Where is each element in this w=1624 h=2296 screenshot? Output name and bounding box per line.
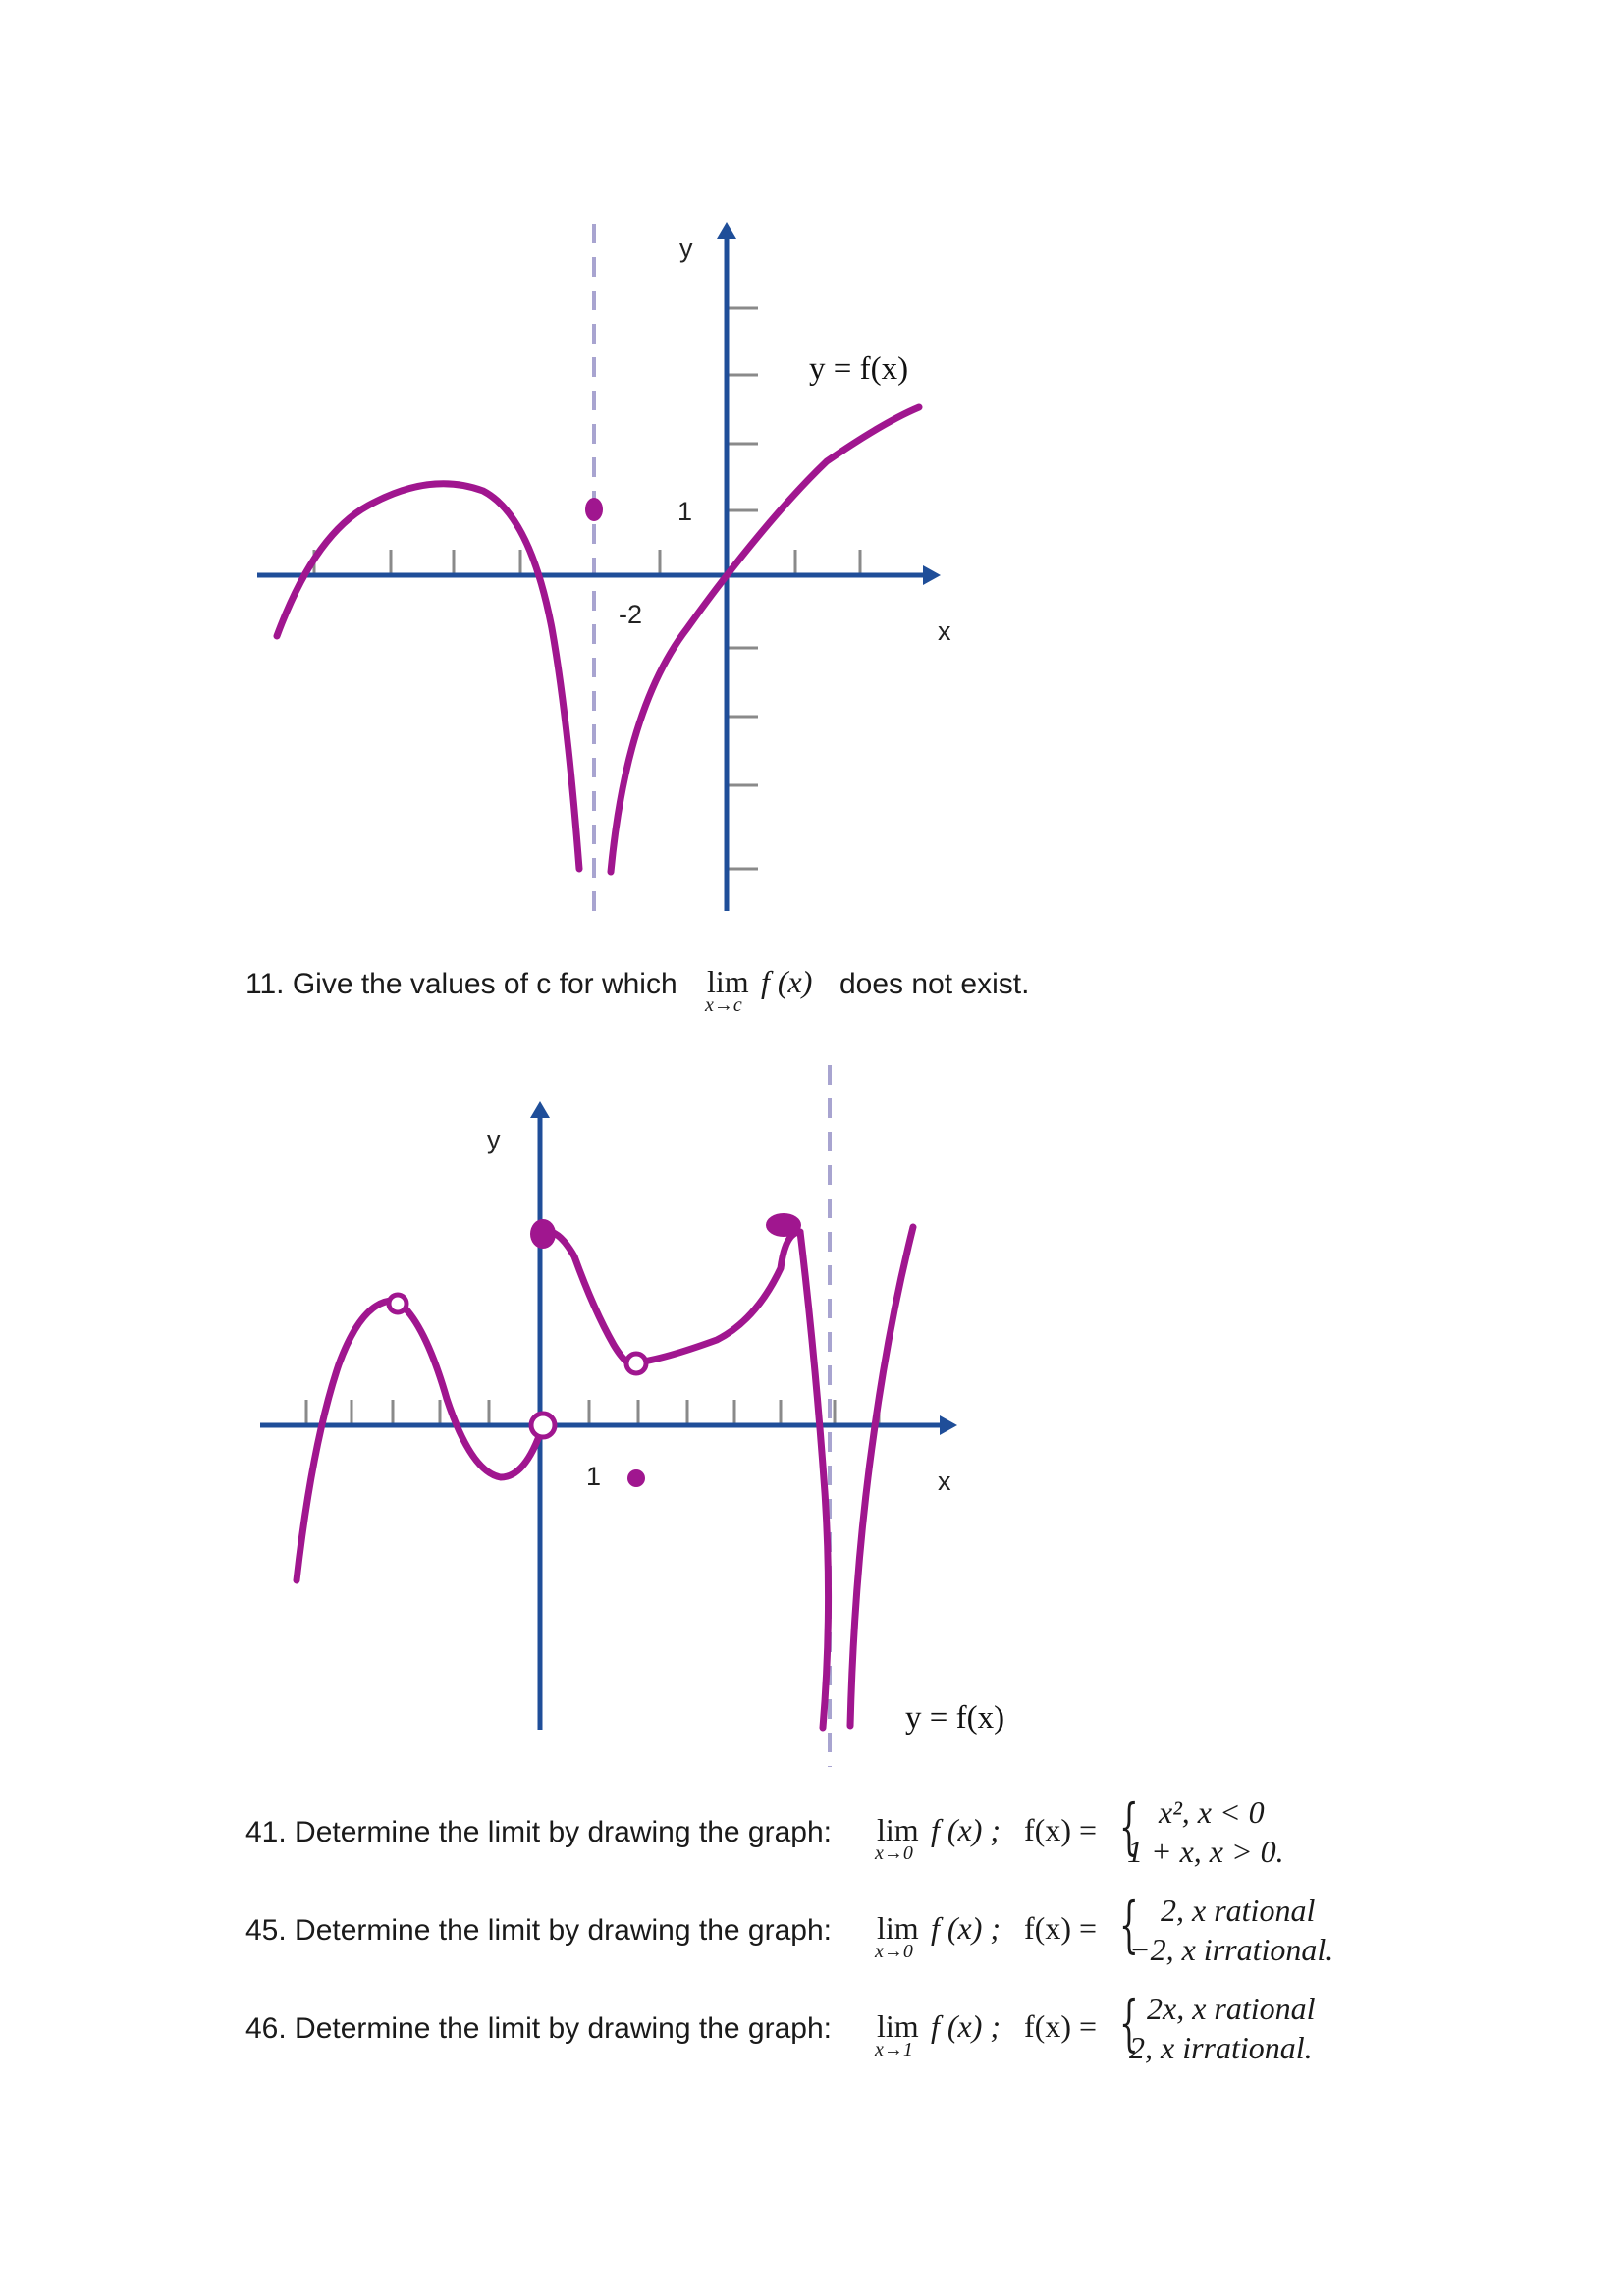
x-ticks (306, 1400, 879, 1425)
case-top: x², x < 0 (1159, 1794, 1265, 1830)
problem-11-tail: does not exist. (839, 968, 1030, 1000)
brace-icon: { (1119, 1987, 1139, 2058)
brace-icon: { (1119, 1889, 1139, 1960)
tick-label-1: 1 (586, 1462, 602, 1491)
problem-text: 46. Determine the limit by drawing the graph: (245, 2012, 832, 2045)
open-point (626, 1354, 646, 1373)
lim-function: f (x) ; (931, 1910, 1001, 1946)
lim-function: f (x) ; (931, 2008, 1001, 2044)
lim-subscript: x→1 (875, 2039, 913, 2060)
problem-text: 41. Determine the limit by drawing the graph: (245, 1816, 832, 1848)
brace-icon: { (1119, 1790, 1139, 1862)
y-axis-label: y (487, 1125, 501, 1154)
lim-word: lim (877, 2008, 919, 2044)
case-top: 2, x rational (1161, 1893, 1316, 1928)
y-axis-label: y (679, 234, 693, 263)
y-axis-arrow-icon (717, 222, 736, 239)
tick-label-1: 1 (677, 497, 693, 526)
curve-label: y = f(x) (905, 1700, 1005, 1735)
lim-subscript: x→0 (875, 1842, 913, 1864)
y-ticks (727, 308, 758, 869)
y-axis-arrow-icon (530, 1101, 550, 1118)
graph-1 (0, 0, 1624, 942)
lim-function: f (x) (761, 964, 813, 999)
filled-point (627, 1469, 645, 1487)
open-point (389, 1295, 406, 1312)
curve-label: y = f(x) (809, 351, 909, 387)
case-top: 2x, x rational (1147, 1991, 1316, 2026)
filled-point (766, 1213, 801, 1237)
function-definition: f(x) = (1024, 1910, 1098, 1946)
x-axis-arrow-icon (923, 565, 941, 585)
lim-word: lim (877, 1910, 919, 1946)
lim-function: f (x) ; (931, 1812, 1001, 1847)
lim-word: lim (877, 1812, 919, 1847)
problem-45 (245, 1889, 1522, 1995)
function-definition: f(x) = (1024, 2008, 1098, 2044)
case-bottom: −2, x irrational. (1129, 1932, 1334, 1967)
function-curve (277, 407, 919, 872)
x-axis-label: x (938, 616, 951, 646)
problem-41 (245, 1790, 1522, 1896)
lim-subscript: x→c (705, 994, 742, 1016)
function-definition: f(x) = (1024, 1812, 1098, 1847)
lim-subscript: x→0 (875, 1941, 913, 1962)
case-bottom: 1 + x, x > 0. (1127, 1834, 1284, 1869)
case-bottom: 2, x irrational. (1129, 2030, 1313, 2065)
x-ticks (314, 550, 860, 575)
x-axis-arrow-icon (940, 1415, 957, 1435)
problem-text: 45. Determine the limit by drawing the graph: (245, 1914, 832, 1947)
graph-2 (0, 1041, 1624, 1787)
problem-46 (245, 1987, 1522, 2093)
filled-point (585, 498, 603, 521)
open-point (531, 1414, 555, 1437)
problem-11 (245, 964, 1522, 1048)
x-axis-label: x (938, 1467, 951, 1496)
problem-11-text: 11. Give the values of c for which (245, 968, 677, 1000)
lim-word: lim (707, 964, 749, 999)
tick-label-neg2: -2 (619, 600, 643, 629)
filled-point (530, 1219, 556, 1249)
